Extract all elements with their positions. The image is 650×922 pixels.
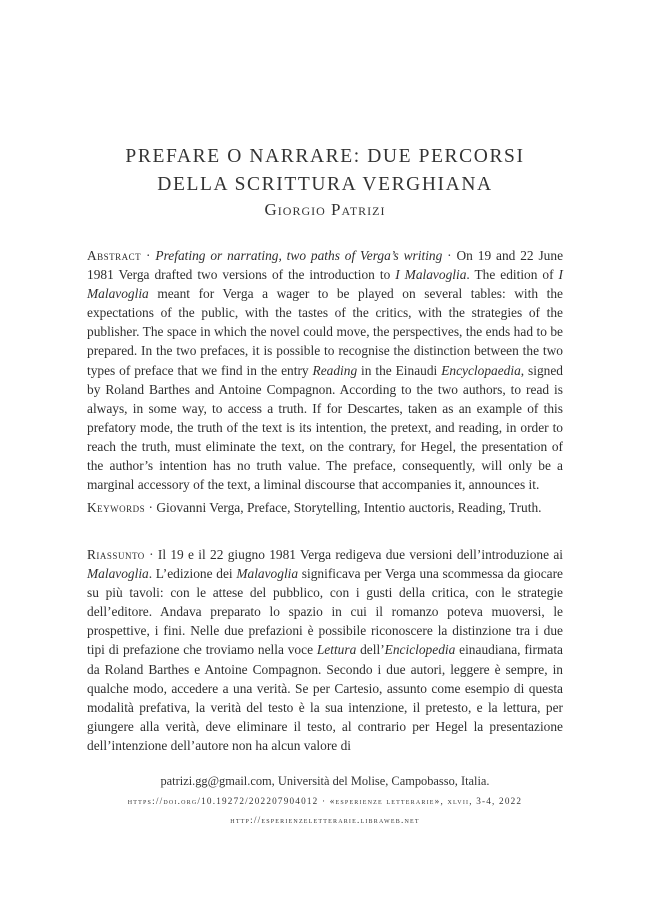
abstract-italic: I Malavoglia	[395, 267, 467, 283]
abstract-text: , signed by Roland Barthes and Antoine Compagnon. According to the two authors, to read is always, in some way, to access a truth. If for Descartes, taken as an example of this prefatory mode, the truth of the text is its intention, the pretext, and reading, in order to reach the truth, must eliminate the text, on the contrary, for Hegel, the presentation of the author’s intention has no truth value. The preface, consequently, will only be a marginal accessory of the text, a liminal discourse that accompanies it, announces it.	[87, 362, 563, 493]
abstract-italic: I Malavoglia	[87, 267, 564, 302]
riassunto-text: Il 19 e il 22 giugno 1981 Verga redigeva due versioni dell’introduzione ai	[157, 547, 563, 562]
abstract-italic: Encyclopaedia	[441, 362, 521, 378]
doi-citation-line: https://doi.org/10.19272/202207904012 · «esperienze letterarie», xlvii, 3-4, 2022	[127, 796, 523, 806]
abstract-subtitle: Prefating or narrating, two paths of Verga’s writing	[155, 248, 443, 263]
riassunto-paragraph	[87, 545, 563, 755]
riassunto-separator: ·	[144, 547, 158, 562]
keywords-label: Keywords	[87, 500, 146, 515]
abstract-text: . The edition of	[466, 267, 559, 283]
riassunto-italic: Lettura	[316, 642, 357, 658]
abstract-label: Abstract	[87, 248, 142, 263]
riassunto-text: einaudiana, firmata da Roland Barthes e Antoine Compagnon. Secondo i due autori, leggere è sempre, in qualche modo, accedere a una verità. Se per Cartesio, assunto come esempio di questa modalità prefativa, la verità del testo è la sua intenzione, il pretesto, e la lettura, per giungere alla verità, deve eliminare il testo, al contrario per Hegel la presentazione dell’intenzione dell’autore non ha alcun valore di	[87, 642, 563, 753]
keywords-text: Giovanni Verga, Preface, Storytelling, Intentio auctoris, Reading, Truth.	[156, 500, 542, 515]
article-title	[60, 143, 590, 199]
author-email-affiliation: patrizi.gg@gmail.com, Università del Molise, Campobasso, Italia.	[160, 774, 490, 788]
keywords-paragraph	[87, 498, 563, 517]
keywords-separator: ·	[145, 500, 157, 515]
abstract-separator: ·	[442, 248, 457, 263]
riassunto-text: dell’	[356, 642, 385, 658]
riassunto-text: significava per Verga una scommessa da giocare su più tavoli: con le attese del pubblico, con i gusti della critica, con le strategie dell’editore. Andava preparato lo spazio in cui il romanzo poteva muoversi, le prospettive, i fini. Nelle due prefazioni è possibile riconoscere la distinzione tra i due tipi di prefazione che troviamo nella voce	[87, 566, 563, 658]
abstract-separator: ·	[141, 248, 156, 263]
riassunto-label: Riassunto	[87, 547, 145, 562]
abstract-italic: Reading	[312, 362, 358, 378]
journal-url: http://esperienzeletterarie.libraweb.net	[230, 815, 420, 825]
abstract-paragraph	[87, 246, 563, 494]
article-author: Giorgio Patrizi	[264, 200, 386, 219]
abstract-text: On 19 and 22 June 1981 Verga drafted two versions of the introduction to	[87, 248, 564, 283]
article-title-line-1: PREFARE O NARRARE: DUE PERCORSI	[125, 146, 525, 167]
riassunto-italic: Enciclopedia	[384, 642, 456, 658]
abstract-text: in the Einaudi	[357, 362, 442, 378]
riassunto-italic: Malavoglia	[236, 566, 299, 582]
riassunto-italic: Malavoglia	[87, 566, 149, 582]
riassunto-text: . L’edizione dei	[148, 566, 237, 582]
article-title-line-2: DELLA SCRITTURA VERGHIANA	[157, 174, 493, 195]
abstract-text: meant for Verga a wager to be played on several tables: with the expectations of the public, with the tastes of the critics, with the strategies of the publisher. The space in which the novel could move, the perspectives, the ends had to be prepared. In the two prefaces, it is possible to recognise the distinction between the two types of preface that we find in the entry	[87, 286, 563, 378]
